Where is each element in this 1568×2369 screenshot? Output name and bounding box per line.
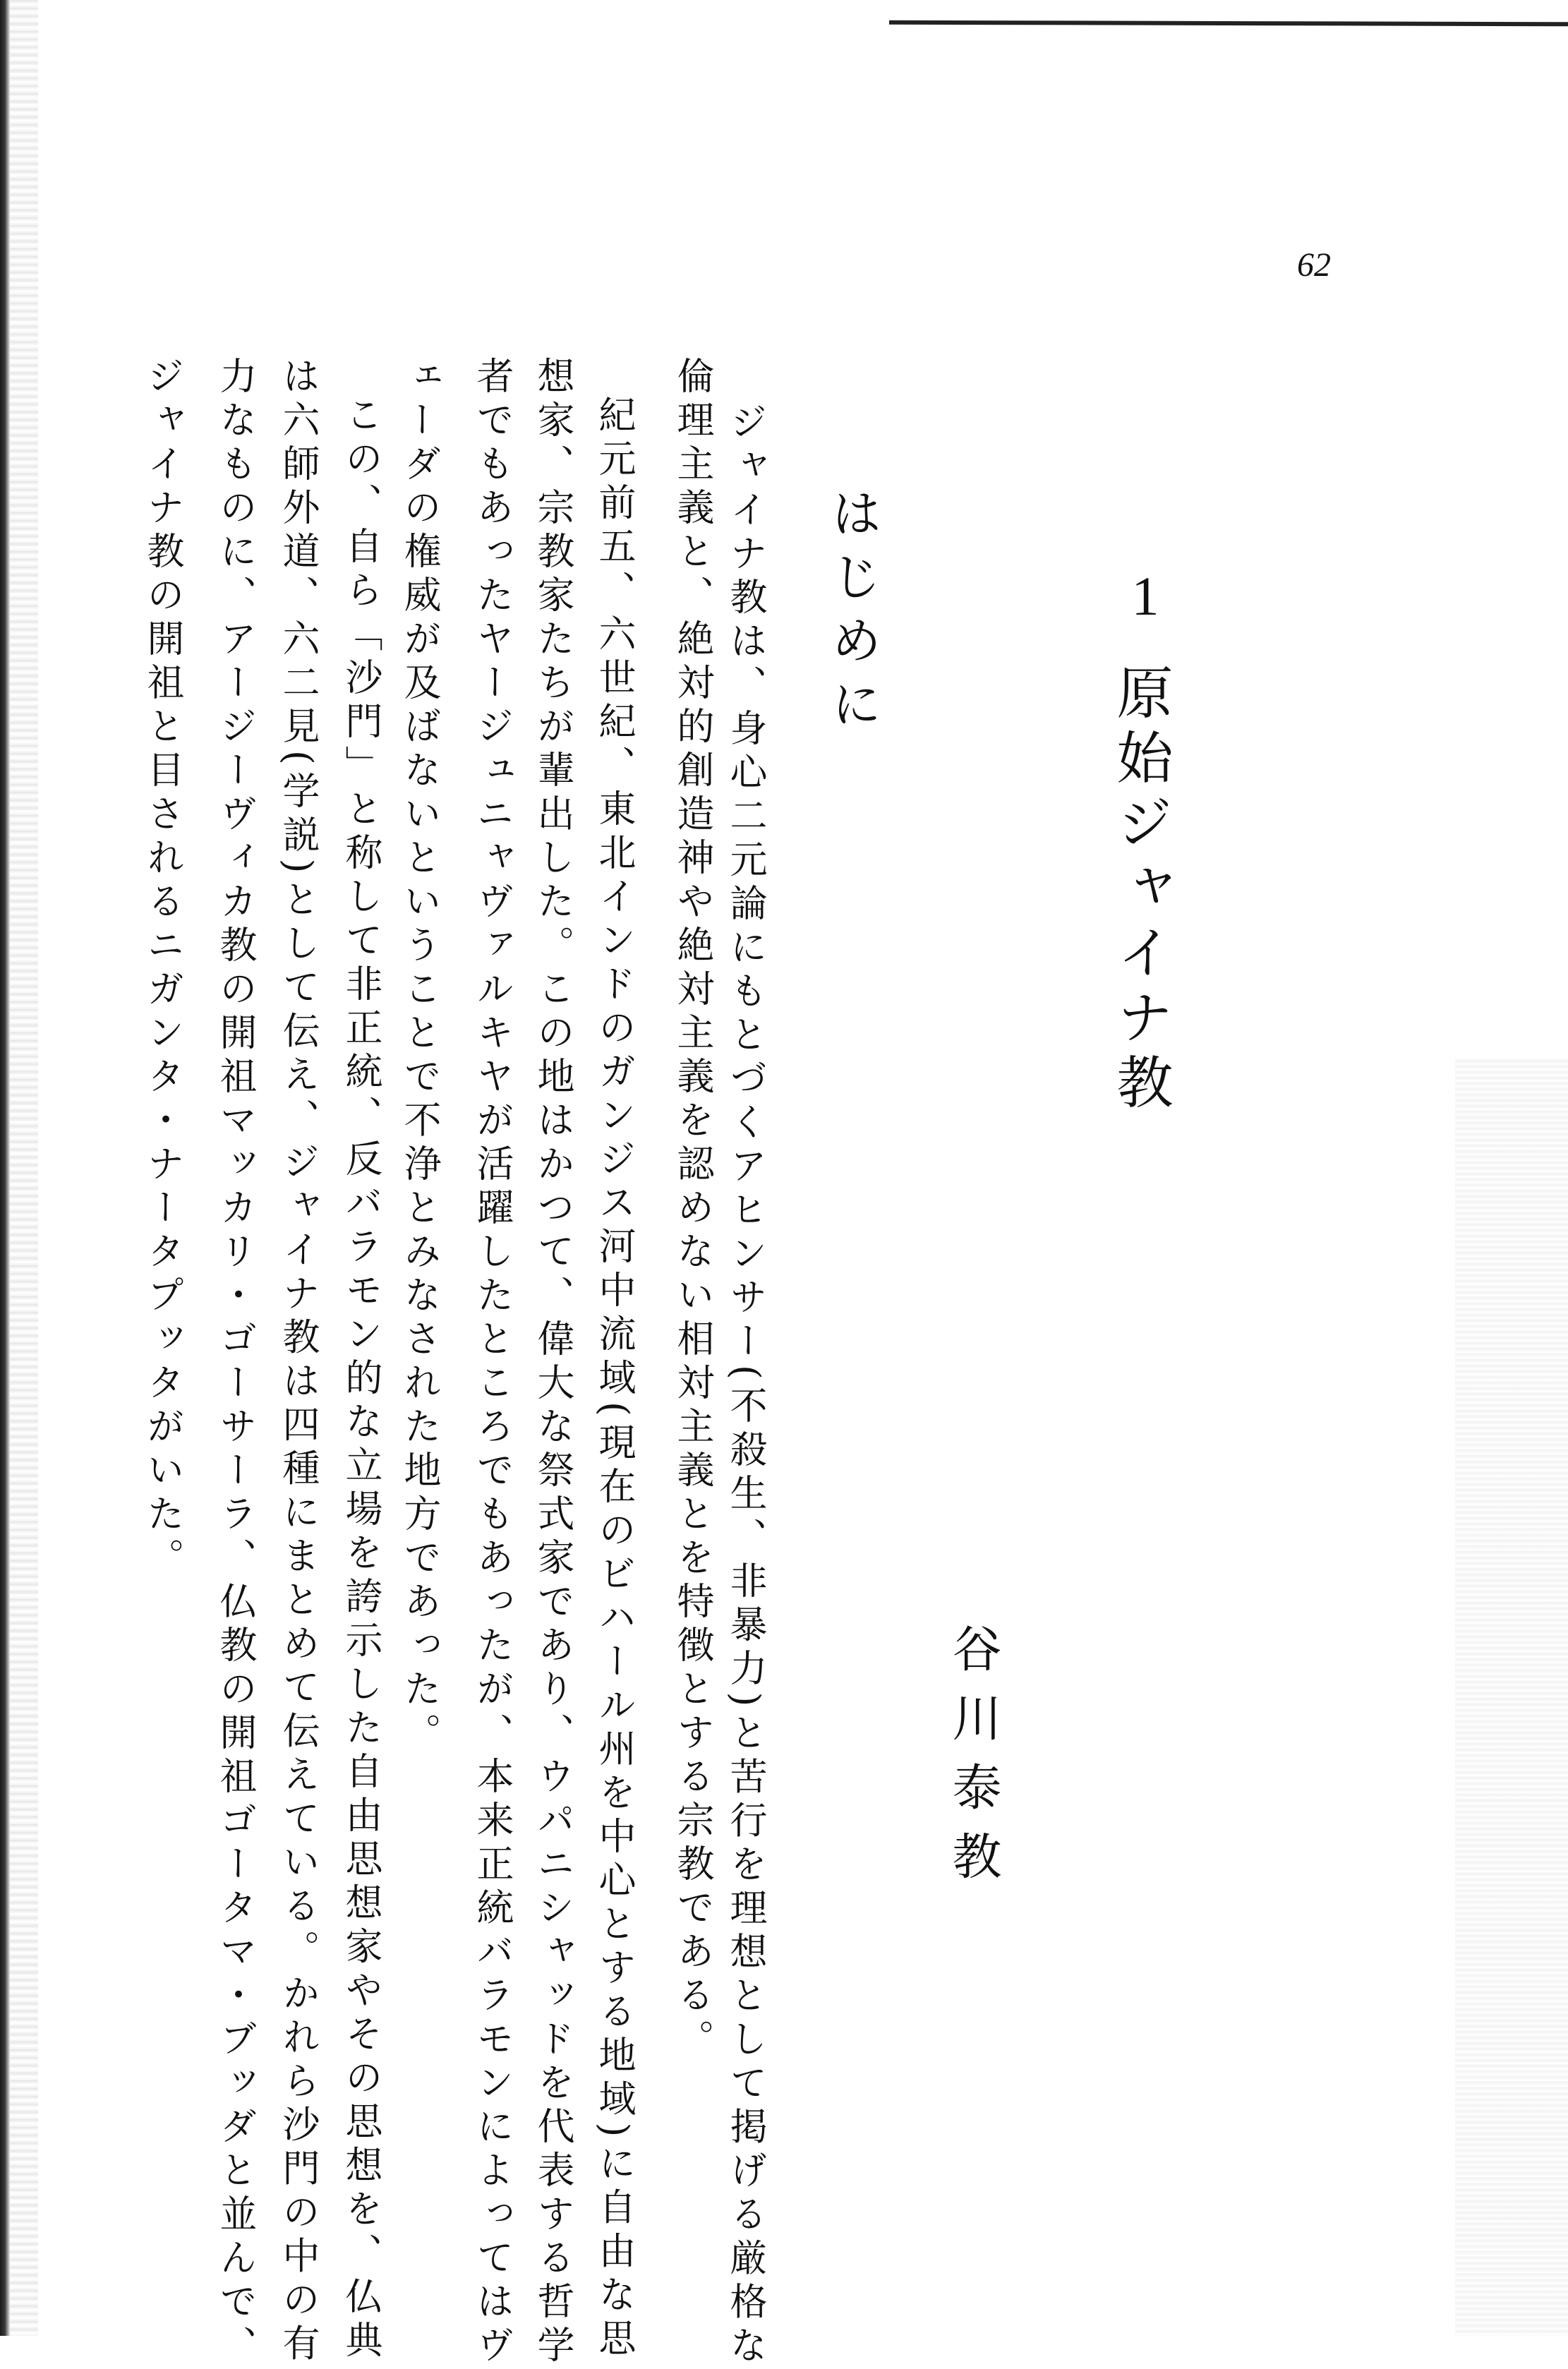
body-column-9: 力なものに、アージーヴィカ教の開祖マッカリ・ゴーサーラ、仏教の開祖ゴータマ・ブッダと並んで、 — [214, 356, 257, 2369]
body-column-2: 倫理主義と、絶対的創造神や絶対主義を認めない相対主義とを特徴とする宗教である。 — [671, 356, 714, 2063]
scan-speckle-right — [1455, 1059, 1568, 2336]
body-column-6: ェーダの権威が及ばないということで不浄とみなされた地方であった。 — [398, 356, 441, 1756]
body-column-3: 紀元前五、六世紀、東北インドのガンジス河中流域(現在のビハール州を中心とする地域)に自由な思 — [593, 395, 636, 2363]
body-column-5: 者でもあったヤージュニャヴァルキヤが活躍したところでもあったが、本来正統バラモンによってはヴ — [471, 356, 514, 2369]
scan-top-rule — [889, 20, 1568, 27]
section-heading: はじめに — [823, 487, 882, 741]
scan-edge-shadow — [0, 0, 10, 2336]
page-number: 62 — [1297, 246, 1331, 284]
body-column-8: は六師外道、六二見(学説)として伝え、ジャイナ教は四種にまとめて伝えている。かれら沙門の中の有 — [277, 356, 320, 2368]
body-column-1: ジャイナ教は、身心二元論にもとづくアヒンサー(不殺生、非暴力)と苦行を理想として掲げる厳格な — [724, 402, 767, 2369]
chapter-author: 谷川泰教 — [944, 1623, 1002, 1900]
body-column-4: 想家、宗教家たちが輩出した。この地はかつて、偉大な祭式家であり、ウパニシャッドを代表する哲学 — [531, 356, 574, 2369]
scan-speckle-left — [10, 0, 38, 2336]
body-column-7: この、自ら「沙門」と称して非正統、反バラモン的な立場を誇示した自由思想家やその思想を、仏典 — [339, 395, 382, 2364]
body-column-10: ジャイナ教の開祖と目されるニガンタ・ナータプッタがいた。 — [141, 356, 184, 1581]
chapter-number: 1 — [1131, 565, 1159, 627]
chapter-title: 原始ジャイナ教 — [1107, 663, 1173, 1118]
